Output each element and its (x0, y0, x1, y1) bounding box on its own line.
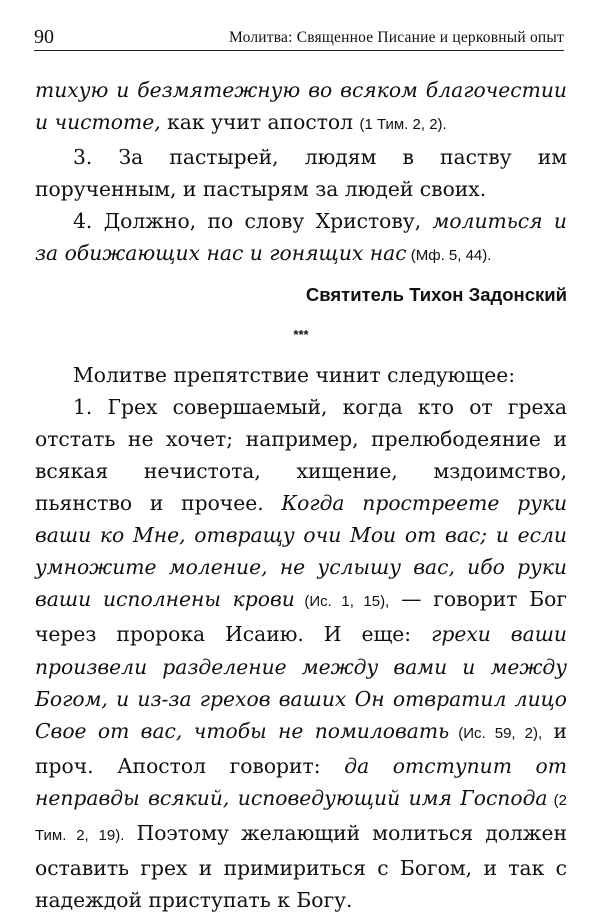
text-run: — говорит Бог через пророка Исаию. И еще: (35, 587, 567, 647)
scripture-reference: (2 Тим. 2, 19). (35, 791, 568, 844)
page-header (34, 26, 564, 51)
scripture-reference: (Ис. 59, 2), (449, 724, 543, 742)
scripture-reference: (Ис. 1, 15), (294, 593, 390, 611)
italic-quote: тихую и безмятежную во всяком благочестии и чистоте, (35, 78, 567, 135)
italic-quote: да отступит от неправды всякий, исповедующий имя Господа (35, 753, 568, 810)
italic-quote: молиться и за обижающих нас и гонящих нас (35, 209, 567, 266)
italic-quote: Когда простреете руки ваши ко Мне, отвращу очи Мои от вас; и если умножите моление, не услышу вас, ибо руки ваши исполнены крови (35, 491, 568, 612)
text-run: Поэтому желающий молиться должен оставить грех и примириться с Богом, и так с надеждой приступать к Богу. (35, 820, 567, 913)
paragraph-intro: Молитве препятствие чинит следующее: (73, 362, 516, 387)
section-separator: *** (293, 326, 309, 342)
text-run: 1. Грех совершаемый, когда кто от греха отстать не хочет; например, прелюбодеяние и всякая нечистота, хищение, мздоимство, пьянство и прочее. (35, 394, 567, 516)
page-number: 90 (34, 26, 54, 48)
italic-quote: грехи ваши произвели разделение между вами и между Богом, и из-за грехов ваших Он отвратил лицо Свое от вас, чтобы не помиловать (35, 622, 567, 743)
paragraph-item-3: 3. За пастырей, людям в паству им порученным, и пастырям за людей своих. (35, 145, 567, 202)
paragraph-item-4 (35, 205, 567, 272)
scripture-reference: (Мф. 5, 44). (406, 247, 492, 265)
text-run: 4. Должно, по слову Христову, (73, 209, 433, 234)
page-body (35, 74, 567, 916)
scripture-reference: (1 Тим. 2, 2). (359, 116, 447, 134)
text-run: и проч. Апостол говорит: (35, 718, 568, 778)
text-run: как учит апостол (160, 110, 360, 135)
paragraph-item-1 (35, 391, 567, 916)
author-signature: Святитель Тихон Задонский (305, 283, 567, 305)
paragraph-continuation (35, 74, 567, 141)
running-title: Молитва: Священное Писание и церковный опыт (228, 29, 564, 46)
